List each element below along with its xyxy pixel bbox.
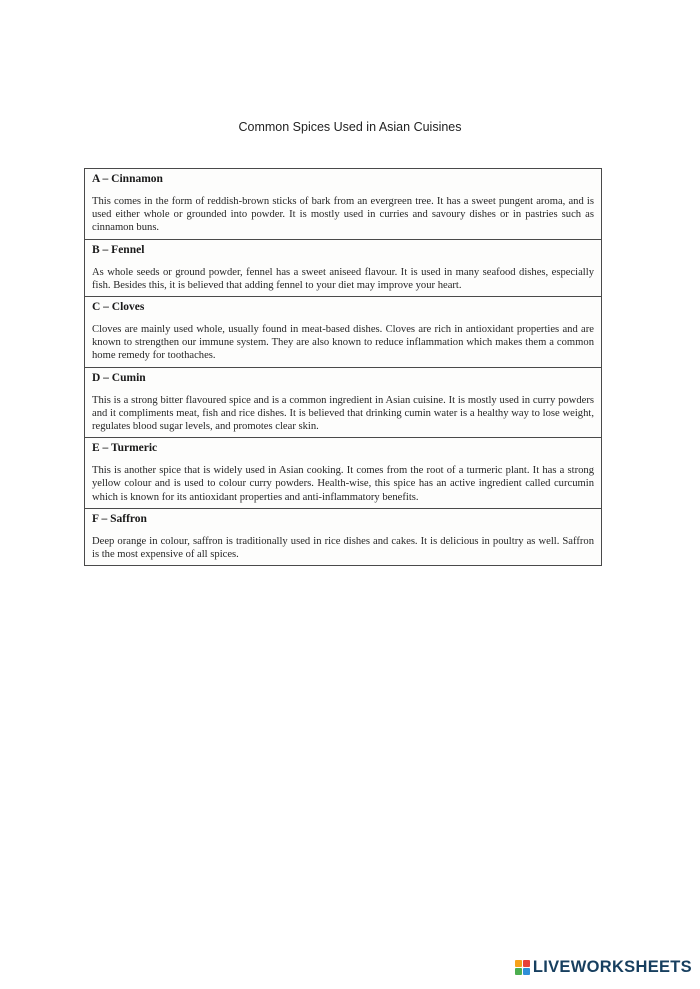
spice-table bbox=[84, 168, 602, 566]
spice-heading: E – Turmeric bbox=[92, 442, 158, 455]
page-title: Common Spices Used in Asian Cuisines bbox=[238, 120, 462, 134]
spice-row-fennel bbox=[85, 239, 601, 296]
liveworksheets-logo bbox=[515, 958, 692, 977]
spice-description: This comes in the form of reddish-brown sticks of bark from an evergreen tree. It has a sweet pungent aroma, and is used either whole or grounded into powder. It is mostly used in curries and savoury dishes or in pastries such as cinnamon buns. bbox=[92, 196, 594, 234]
spice-row-saffron bbox=[85, 508, 601, 565]
spice-description: Deep orange in colour, saffron is traditionally used in rice dishes and cakes. It is delicious in poultry as well. Saffron is the most expensive of all spices. bbox=[92, 535, 594, 561]
spice-row-turmeric bbox=[85, 437, 601, 508]
spice-heading: F – Saffron bbox=[92, 512, 147, 525]
logo-tile-blue bbox=[523, 968, 530, 975]
spice-description: As whole seeds or ground powder, fennel has a sweet aniseed flavour. It is used in many seafood dishes, especially fish. Besides this, it is believed that adding fennel to your diet may improve your heart. bbox=[92, 266, 594, 291]
spice-description: This is a strong bitter flavoured spice and is a common ingredient in Asian cuisine. It is mostly used in curry powders and it compliments meat, fish and rice dishes. It is believed that drinking cumin water is a healthy way to lose weight, regulates blood sugar levels, and promotes clear skin. bbox=[92, 394, 594, 433]
logo-tile-orange bbox=[515, 960, 522, 967]
spice-heading: B – Fennel bbox=[92, 243, 145, 256]
spice-heading: A – Cinnamon bbox=[92, 173, 163, 185]
spice-row-cinnamon bbox=[85, 169, 601, 239]
spice-heading: C – Cloves bbox=[92, 301, 145, 314]
spice-row-cloves bbox=[85, 296, 601, 367]
spice-description: This is another spice that is widely used in Asian cooking. It comes from the root of a turmeric plant. It has a strong yellow colour and is used to colour curry powders. Health-wise, this spice has an active ingredient called curcumin which is known for its antioxidant properties and anti-inflammatory benefits. bbox=[92, 465, 594, 503]
liveworksheets-logo-icon bbox=[515, 960, 530, 975]
spice-description: Cloves are mainly used whole, usually found in meat-based dishes. Cloves are rich in antioxidant properties and are known to strengthen our immune system. They are also known to reduce inflammation which makes them a common home remedy for toothaches. bbox=[92, 324, 594, 362]
logo-tile-green bbox=[515, 968, 522, 975]
logo-tile-red bbox=[523, 960, 530, 967]
logo-text: LIVEWORKSHEETS bbox=[532, 958, 692, 976]
spice-row-cumin bbox=[85, 367, 601, 438]
spice-heading: D – Cumin bbox=[92, 371, 146, 384]
